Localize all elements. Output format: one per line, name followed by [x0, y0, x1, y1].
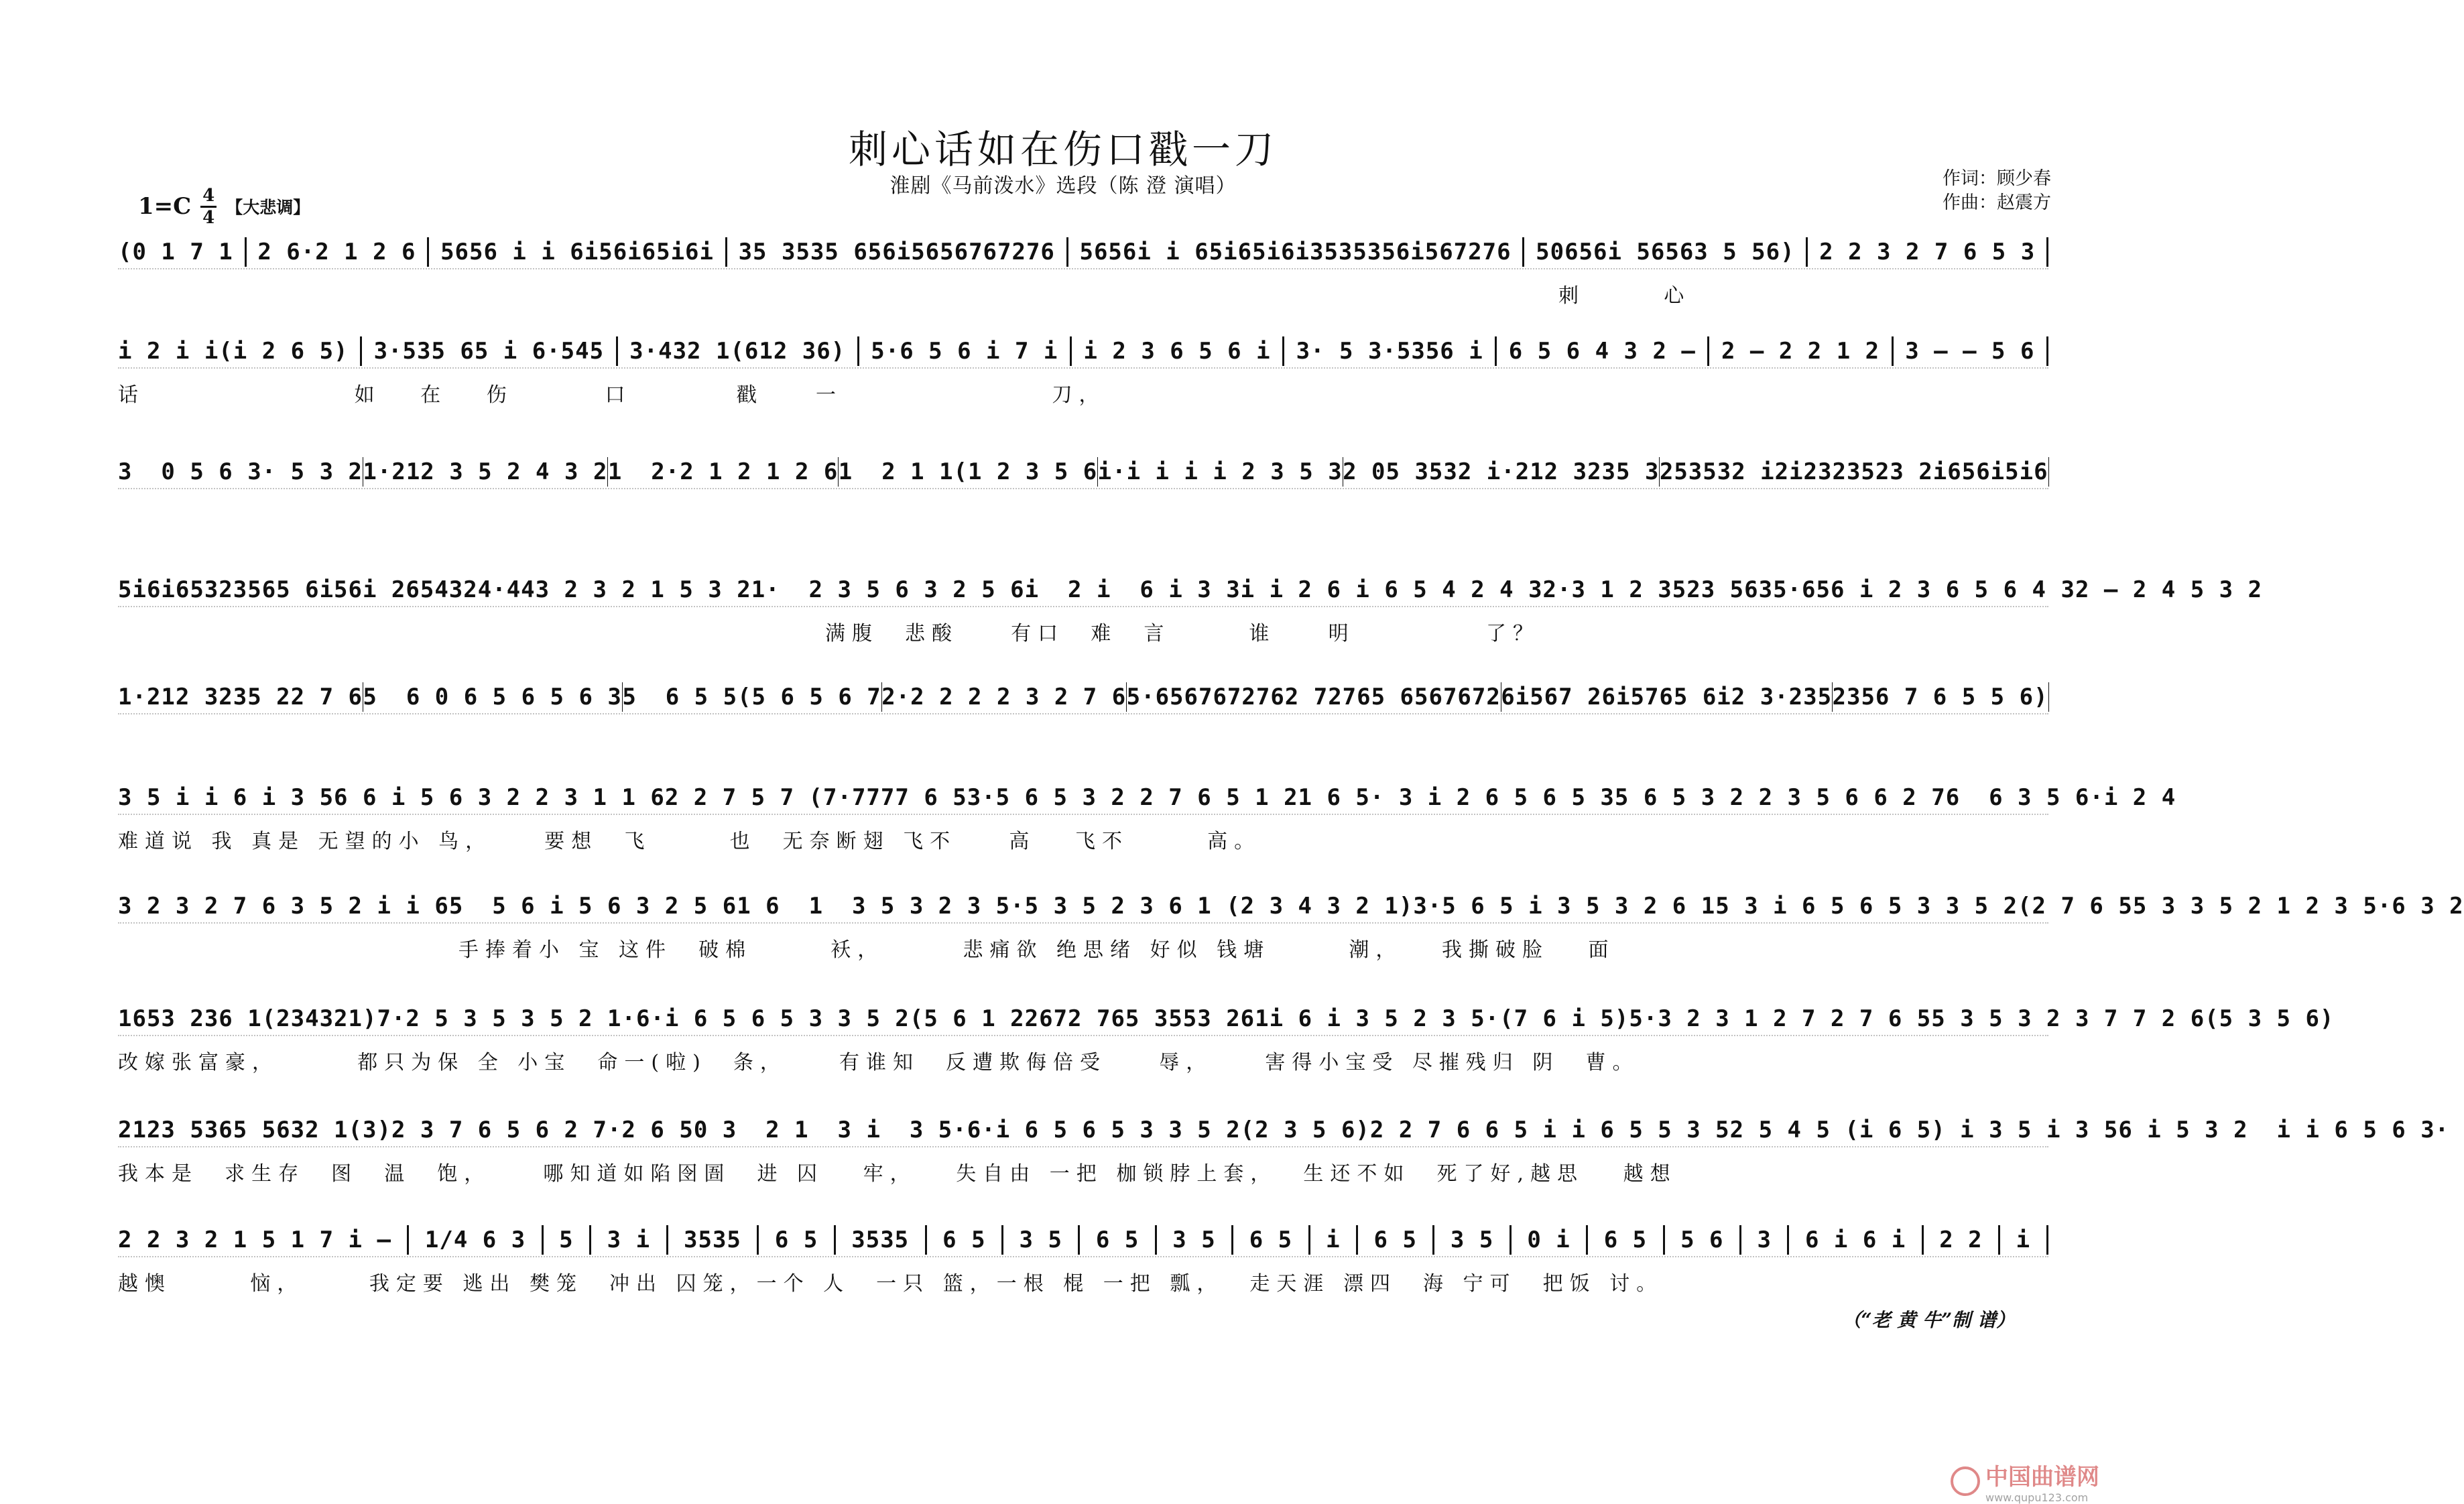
barline [407, 1225, 409, 1255]
measure: 6 5 6 4 3 2 – [1509, 338, 1696, 365]
measure: 2 – 2 2 1 2 [1721, 338, 1880, 365]
lyrics-line [118, 499, 2048, 525]
barline [1356, 1225, 1358, 1255]
barline [1495, 336, 1497, 366]
composer-credit: 作曲：赵震方 [1943, 188, 2051, 214]
underline-guide [118, 268, 2048, 269]
measure: 5 5 6 i 5 6 3 2 5 6 [449, 893, 737, 920]
measure: 1· 2 3 5 6 3 2 5 6 [751, 576, 1025, 603]
barline [1155, 1225, 1157, 1255]
measure: 3 – – 5 6 [1905, 338, 2034, 365]
barline [666, 1225, 668, 1255]
measure: 3 2 3 2 7 6 3 5 2 i i 6 [118, 893, 449, 920]
measure: 3 5 i i 6 i 3 5 [118, 784, 334, 811]
underline-guide [118, 488, 2048, 489]
watermark-url: www.qupu123.com [1985, 1491, 2099, 1504]
barline [857, 336, 859, 366]
measure: i 2 i i(i 2 6 5) [118, 338, 349, 365]
notation-row [118, 1220, 2048, 1260]
watermark-logo-icon [1951, 1466, 1980, 1496]
measure: 1 2·2 1 2 1 2 6 [608, 458, 839, 485]
measure: 5656i i 65i65i6i3535356i567276 [1079, 239, 1511, 265]
barline [1806, 237, 1808, 267]
measure: 1/4 6 3 [425, 1227, 526, 1253]
measure: 3·432 1(612 36) [629, 338, 845, 365]
measure: 50656i 56563 5 56) [1536, 239, 1794, 265]
measure: 3 [1757, 1227, 1771, 1253]
barline [834, 1225, 836, 1255]
barline [1432, 1225, 1434, 1255]
barline [1308, 1225, 1310, 1255]
measure: 6 5 [942, 1227, 985, 1253]
measure: 2 2 3 2 1 5 1 7 i – [118, 1227, 391, 1253]
measure: 2 2 3 2 7 6 5 3 [1819, 239, 2035, 265]
lyrics-line: 话 如 在 伤 口 戳 一 刀， [118, 378, 2048, 405]
barline [1282, 336, 1284, 366]
measure: 0 3 2 1 3 i 3 5· [694, 1117, 967, 1143]
measure: 1 2 1 1(1 2 3 5 6 [839, 458, 1097, 485]
subtitle: 淮剧《马前泼水》选段（陈 澄 演唱） [0, 169, 2126, 198]
barline [725, 237, 727, 267]
barline [1663, 1225, 1665, 1255]
barline [1922, 1225, 1924, 1255]
barline [589, 1225, 591, 1255]
measure: 3 5 [1020, 1227, 1062, 1253]
measure: i [2016, 1227, 2030, 1253]
measure: 2 2 7 5 7 (7·7777 6 5 [665, 784, 967, 811]
barline [360, 336, 362, 366]
measure: 1·212 3 5 2 4 3 2 [363, 458, 607, 485]
measure: 2 6·2 1 2 6 [257, 239, 416, 265]
measure: 2·2 2 2 2 3 2 7 6 [881, 684, 1126, 710]
measure: 5 6 [1680, 1227, 1723, 1253]
measure: 7·2 5 3 5 3 5 2 1· [377, 1005, 635, 1032]
key-label: 1=C [138, 193, 191, 220]
measure: 6·i 6 5 6 5 3 3 5 2(5 6 1 2 [636, 1005, 1025, 1032]
measure: 3 5 [1172, 1227, 1215, 1253]
measure: 253532 i2i2323523 2i656i5i6 [1660, 458, 2048, 485]
measure: 2672 765 3553 261 [1025, 1005, 1270, 1032]
measure: 6 5 [775, 1227, 818, 1253]
watermark [1951, 1458, 2099, 1504]
measure: 6 6 3 5 6·i 2 4 [1946, 784, 2176, 811]
lyrics-line: 满腹 悲酸 有口 难 言 谁 明 了？ [118, 617, 2048, 643]
measure: 3 i [607, 1227, 650, 1253]
underline-guide [118, 713, 2048, 714]
underline-guide [118, 1146, 2048, 1147]
notation-row [118, 677, 2048, 717]
measure: 1 6 1 3 5 3 2 3 5· [737, 893, 1024, 920]
barline [1070, 336, 1072, 366]
notation-row [118, 331, 2048, 371]
notation-row [118, 570, 2048, 610]
measure: 2 – 2 4 5 3 2 [2075, 576, 2262, 603]
measure: 35 3535 656i5656767276 [739, 239, 1055, 265]
barline [245, 237, 247, 267]
measure: 2·3 1 2 3523 563 [1543, 576, 1774, 603]
measure: i 6 i 3 5 2 3 5·(7 6 i 5) [1270, 1005, 1629, 1032]
measure: 6i567 26i5765 6i2 3·235 [1501, 684, 1832, 710]
measure: (0 1 7 1 [118, 239, 233, 265]
underline-guide [118, 922, 2048, 924]
barline [427, 237, 429, 267]
measure: 3535 [851, 1227, 909, 1253]
measure: 5·3 2 3 1 2 7 2 7 6 5 [1629, 1005, 1931, 1032]
measure: 2 2 [1939, 1227, 1982, 1253]
measure: 5 3 5 3 2 3 7 7 2 6(5 3 5 6) [1931, 1005, 2334, 1032]
measure: 5·6 5 6 i 7 i [871, 338, 1058, 365]
barline [2046, 237, 2048, 267]
barline [616, 336, 618, 366]
measure: i 2 i 6 i 3 3 [1025, 576, 1241, 603]
measure: 3· 5 3·5356 i [1296, 338, 1483, 365]
lyrics-line: 越懊 恼， 我定要 逃出 樊笼 冲出 囚笼，一个 人 一只 篮，一根 棍 一把 瓢， 走天涯 漂四 海 宁可 把饭 讨。 [118, 1267, 2048, 1294]
measure: 6 5 [1374, 1227, 1417, 1253]
barline [1586, 1225, 1588, 1255]
measure: 6 5 [1249, 1227, 1292, 1253]
notation-row [118, 232, 2048, 272]
barline [1707, 336, 1709, 366]
measure: 3535 [684, 1227, 741, 1253]
lyrics-line: 手捧着小 宝 这件 破棉 袄， 悲痛欲 绝思绪 好似 钱塘 潮， 我撕破脸 面 [118, 933, 2048, 960]
measure: 6 i 5 3 2 i i 6 5 6 3· [2118, 1117, 2449, 1143]
time-bottom: 4 [202, 209, 214, 227]
barline [1231, 1225, 1233, 1255]
measure: 1 6 5· 3 i 2 6 5 6 5 3 [1298, 784, 1615, 811]
measure: 2 2 7 6 6 5 i i 6 5 5 3 5 [1370, 1117, 1730, 1143]
notation-row [118, 1110, 2048, 1150]
measure: 5·6567672762 72765 6567672 [1127, 684, 1501, 710]
measure: 1653 236 1(234321) [118, 1005, 377, 1032]
mode-label: 【大悲调】 [226, 194, 310, 218]
lyrics-line: 我本是 求生存 图 温 饱， 哪知道如陷囹圄 进 囚 牢， 失自由 一把 枷锁脖上套， 生还不如 死了好,越思 越想 [118, 1157, 2048, 1184]
watermark-brand: 中国曲谱网 [1985, 1464, 2099, 1491]
barline [1522, 237, 1524, 267]
measure: i [1326, 1227, 1340, 1253]
notation-row [118, 886, 2048, 926]
lyrics-line: 难道说 我 真是 无望的小 鸟， 要想 飞 也 无奈断翅 飞不 高 飞不 高。 [118, 824, 2048, 851]
measure: 5 6 0 6 5 6 5 6 3 [363, 684, 621, 710]
notation-row [118, 999, 2048, 1039]
measure: 2123 5365 5632 1(3) [118, 1117, 391, 1143]
lyrics-line: 刺 心 [118, 279, 2048, 306]
measure: 6 5 [1604, 1227, 1647, 1253]
measure: 3 5 [1451, 1227, 1493, 1253]
barline [542, 1225, 544, 1255]
measure: 5 3 3 5 2 1 2 3 5·6 3 2 [2133, 893, 2464, 920]
barline [1066, 237, 1068, 267]
measure: 6·i 6 5 6 5 3 3 5 2(2 3 5 6) [967, 1117, 1370, 1143]
notation-row [118, 452, 2048, 492]
measure: 5 6 5 3 2 2 3 5 6 6 2 7 [1615, 784, 1946, 811]
measure: 6 5 [1096, 1227, 1139, 1253]
barline [1998, 1225, 2000, 1255]
barline [1739, 1225, 1741, 1255]
lyricist-credit: 作词：顾少春 [1943, 164, 2051, 190]
barline [1078, 1225, 1080, 1255]
measure: 1·212 3235 22 7 6 [118, 684, 363, 710]
barline [2046, 336, 2048, 366]
barline [2046, 1225, 2048, 1255]
key-signature [138, 186, 310, 227]
time-signature [200, 187, 217, 227]
measure: 3·535 65 i 6·545 [374, 338, 605, 365]
measure: 2 5 4 5 (i 6 5) i 3 5 i 3 5 [1730, 1117, 2119, 1143]
measure: 3·5 6 5 3 2 2 7 6 5 1 2 [967, 784, 1298, 811]
measure: 6 6 i 5 6 3 2 2 3 1 1 6 [334, 784, 665, 811]
measure: 5656 i i 6i56i65i6i [440, 239, 714, 265]
barline [1510, 1225, 1512, 1255]
barline [1787, 1225, 1789, 1255]
page-title: 刺心话如在伤口戳一刀 [0, 118, 2126, 174]
underline-guide [118, 814, 2048, 815]
measure: 5 3 i 6 5 6 5 3 3 5 2(2 7 6 5 [1715, 893, 2133, 920]
barline [1001, 1225, 1003, 1255]
measure: 5 [559, 1227, 573, 1253]
measure: 3 0 5 6 3· 5 3 2 [118, 458, 363, 485]
lyrics-line: 改嫁张富豪， 都只为保 全 小宝 命一(啦) 条， 有谁知 反遭欺侮倍受 辱， 害得小宝受 尽摧残归 阴 曹。 [118, 1046, 2048, 1072]
underline-guide [118, 367, 2048, 369]
measure: i i 2 6 i 6 5 4 2 4 3 [1241, 576, 1543, 603]
underline-guide [118, 1256, 2048, 1257]
measure: i·i i i i 2 3 5 3 [1098, 458, 1343, 485]
measure: i 2 3 6 5 6 i [1083, 338, 1270, 365]
measure: 3·5 6 5 i 3 5 3 2 6 1 [1413, 893, 1715, 920]
time-top: 4 [202, 187, 214, 204]
notation-row [118, 777, 2048, 818]
measure: 2 05 3532 i·212 3235 3 [1343, 458, 1659, 485]
measure: 5·656 i 2 3 6 5 6 4 3 [1773, 576, 2075, 603]
measure: 5 6 5 5(5 6 5 6 7 [622, 684, 881, 710]
measure: 6 i 6 i [1805, 1227, 1906, 1253]
measure: 5 3 5 2 3 6 1 (2 3 4 3 2 1) [1025, 893, 1414, 920]
barline [925, 1225, 927, 1255]
underline-guide [118, 606, 2048, 607]
barline [757, 1225, 759, 1255]
underline-guide [118, 1035, 2048, 1036]
measure: 4·443 2 3 2 1 5 3 2 [478, 576, 751, 603]
source-note: （“老 黄 牛”制 谱） [1843, 1306, 2015, 1332]
measure: 2356 7 6 5 5 6) [1833, 684, 2048, 710]
measure: 0 i [1527, 1227, 1570, 1253]
measure: 5i6i65323565 6i56i 265432 [118, 576, 478, 603]
lyrics-line [118, 724, 2048, 751]
barline [1892, 336, 1894, 366]
measure: 2 3 7 6 5 6 2 7·2 6 5 [391, 1117, 694, 1143]
